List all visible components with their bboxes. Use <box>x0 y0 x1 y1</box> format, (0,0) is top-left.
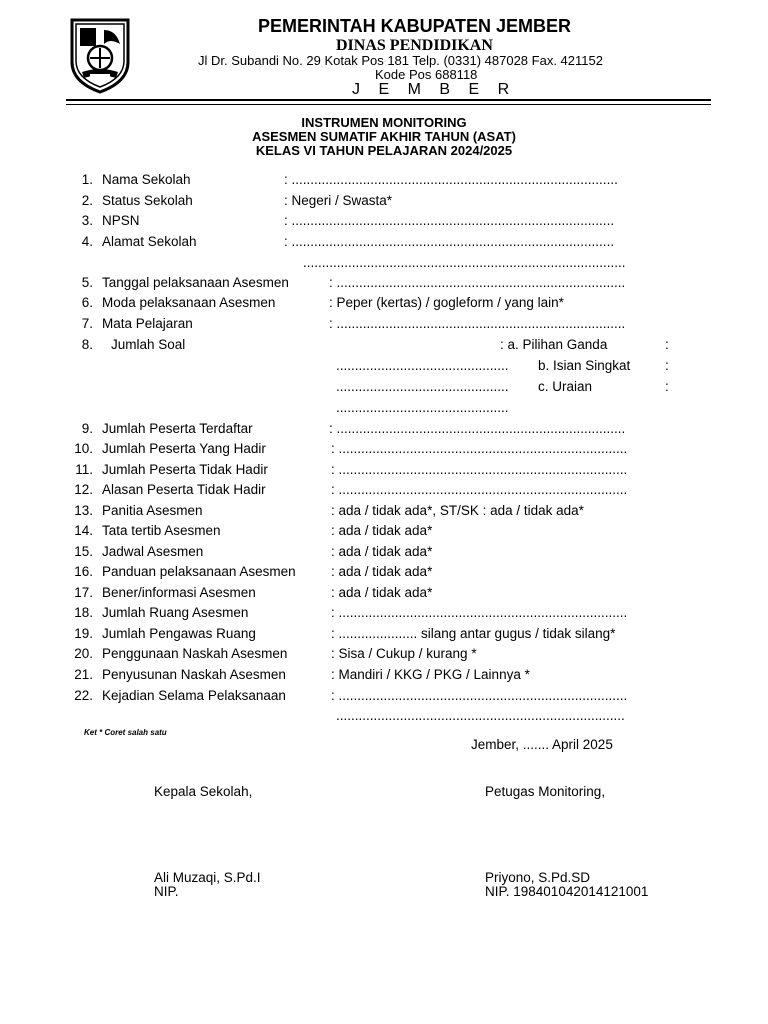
item-label: Status Sekolah <box>102 193 193 208</box>
doc-title-line1: INSTRUMEN MONITORING <box>301 115 467 130</box>
item-number: 14. <box>74 523 93 538</box>
item-value[interactable]: : Mandiri / KKG / PKG / Lainnya * <box>331 667 530 682</box>
principal-role: Kepala Sekolah, <box>154 784 253 799</box>
department-name: DINAS PENDIDIKAN <box>336 37 493 54</box>
item-number: 7. <box>81 316 93 331</box>
sub-item-dots[interactable]: .............................................. <box>336 379 509 394</box>
item-value[interactable]: : ada / tidak ada* <box>331 523 433 538</box>
doc-title-line2: ASESMEN SUMATIF AKHIR TAHUN (ASAT) <box>252 129 516 144</box>
item-number: 13. <box>74 503 93 518</box>
item-value[interactable]: : ..................... silang antar gugus / tidak silang* <box>331 626 616 641</box>
city-name: J E M B E R <box>352 81 517 98</box>
item-label: Penggunaan Naskah Asesmen <box>102 646 288 661</box>
item-value[interactable]: : Peper (kertas) / gogleform / yang lain* <box>329 295 564 310</box>
item-value[interactable]: : ............................................................................. <box>331 605 628 620</box>
item-label: Jumlah Peserta Yang Hadir <box>102 441 266 456</box>
item-value[interactable]: : ............................................................................. <box>329 275 626 290</box>
doc-title-line3: KELAS VI TAHUN PELAJARAN 2024/2025 <box>255 143 513 158</box>
government-name: PEMERINTAH KABUPATEN JEMBER <box>258 16 572 36</box>
item-value[interactable]: : ............................................................................. <box>331 482 628 497</box>
item-number: 22. <box>74 688 93 703</box>
item-value[interactable]: : ada / tidak ada*, ST/SK : ada / tidak ada* <box>331 503 584 518</box>
item-number: 11. <box>75 462 93 477</box>
item-value[interactable]: : ada / tidak ada* <box>331 544 433 559</box>
item-label: Bener/informasi Asesmen <box>102 585 256 600</box>
sub-item-label: : a. Pilihan Ganda <box>500 337 608 352</box>
address-line: Jl Dr. Subandi No. 29 Kotak Pos 181 Telp. (0331) 487028 Fax. 421152 <box>198 53 603 68</box>
item-number: 1. <box>81 172 93 187</box>
sub-item-dots[interactable]: .............................................. <box>336 400 509 415</box>
item-number: 19. <box>74 626 93 641</box>
principal-nip: NIP. <box>154 884 179 899</box>
item-value[interactable]: : ............................................................................. <box>329 316 626 331</box>
item-number: 8. <box>81 337 93 352</box>
item-value[interactable]: : ............................................................................. <box>329 421 626 436</box>
item-label: Alamat Sekolah <box>102 234 197 249</box>
item-number: 15. <box>74 544 93 559</box>
sub-item-colon: : <box>665 337 669 352</box>
item-label: Jadwal Asesmen <box>102 544 204 559</box>
item-value[interactable]: : ada / tidak ada* <box>331 585 433 600</box>
sub-item-label: b. Isian Singkat <box>538 358 631 373</box>
principal-name: Ali Muzaqi, S.Pd.I <box>154 870 261 885</box>
item-label: Panduan pelaksanaan Asesmen <box>102 564 296 579</box>
item-value[interactable]: : ...................................................................................... <box>284 234 615 249</box>
sub-item-colon: : <box>665 379 669 394</box>
item-value-continued[interactable]: ...................................................................................... <box>303 255 626 270</box>
header-rule-thin <box>66 104 711 105</box>
item-value[interactable]: : ...................................................................................... <box>284 213 615 228</box>
item-number: 21. <box>74 667 93 682</box>
item-value[interactable]: : Negeri / Swasta* <box>284 193 393 208</box>
sub-item-label: c. Uraian <box>538 379 593 394</box>
item-label: Panitia Asesmen <box>102 503 203 518</box>
footnote: Ket * Coret salah satu <box>84 728 167 737</box>
item-value[interactable]: : ....................................................................................... <box>284 172 618 187</box>
item-number: 17. <box>74 585 93 600</box>
jember-crest-logo <box>66 16 134 94</box>
item-label: Tanggal pelaksanaan Asesmen <box>102 275 289 290</box>
date-line: Jember, ....... April 2025 <box>471 737 613 752</box>
item-number: 16. <box>74 564 93 579</box>
item-label: Moda pelaksanaan Asesmen <box>102 295 276 310</box>
item-label: Jumlah Pengawas Ruang <box>102 626 256 641</box>
item-number: 3. <box>81 213 93 228</box>
sub-item-colon: : <box>665 358 669 373</box>
postal-code: Kode Pos 688118 <box>375 67 478 82</box>
item-number: 5. <box>81 275 93 290</box>
item-value-continued[interactable]: ............................................................................. <box>336 708 625 723</box>
item-value[interactable]: : ............................................................................. <box>331 441 628 456</box>
monitor-nip: NIP. 198401042014121001 <box>485 884 649 899</box>
item-number: 12. <box>74 482 93 497</box>
item-value[interactable]: : ada / tidak ada* <box>331 564 433 579</box>
item-value[interactable]: : Sisa / Cukup / kurang * <box>331 646 477 661</box>
item-value[interactable]: : ............................................................................. <box>331 688 628 703</box>
item-number: 6. <box>81 295 93 310</box>
monitor-name: Priyono, S.Pd.SD <box>485 870 591 885</box>
item-number: 4. <box>81 234 93 249</box>
item-label: Mata Pelajaran <box>102 316 193 331</box>
item-label: Jumlah Ruang Asesmen <box>102 605 249 620</box>
item-value[interactable]: : ............................................................................. <box>331 462 628 477</box>
sub-item-dots[interactable]: .............................................. <box>336 358 509 373</box>
item-label: Kejadian Selama Pelaksanaan <box>102 688 286 703</box>
item-label: NPSN <box>102 213 140 228</box>
item-label: Jumlah Peserta Tidak Hadir <box>102 462 268 477</box>
item-label: Alasan Peserta Tidak Hadir <box>102 482 266 497</box>
monitor-role: Petugas Monitoring, <box>485 784 606 799</box>
header-rule-thick <box>66 99 711 101</box>
item-label: Nama Sekolah <box>102 172 191 187</box>
item-number: 18. <box>74 605 93 620</box>
item-label: Penyusunan Naskah Asesmen <box>102 667 286 682</box>
item-number: 10. <box>74 441 93 456</box>
item-label: Jumlah Peserta Terdaftar <box>102 421 253 436</box>
item-number: 20. <box>74 646 93 661</box>
item-number: 2. <box>81 193 93 208</box>
item-label: Tata tertib Asesmen <box>102 523 221 538</box>
item-number: 9. <box>81 421 93 436</box>
item-label: Jumlah Soal <box>111 337 186 352</box>
